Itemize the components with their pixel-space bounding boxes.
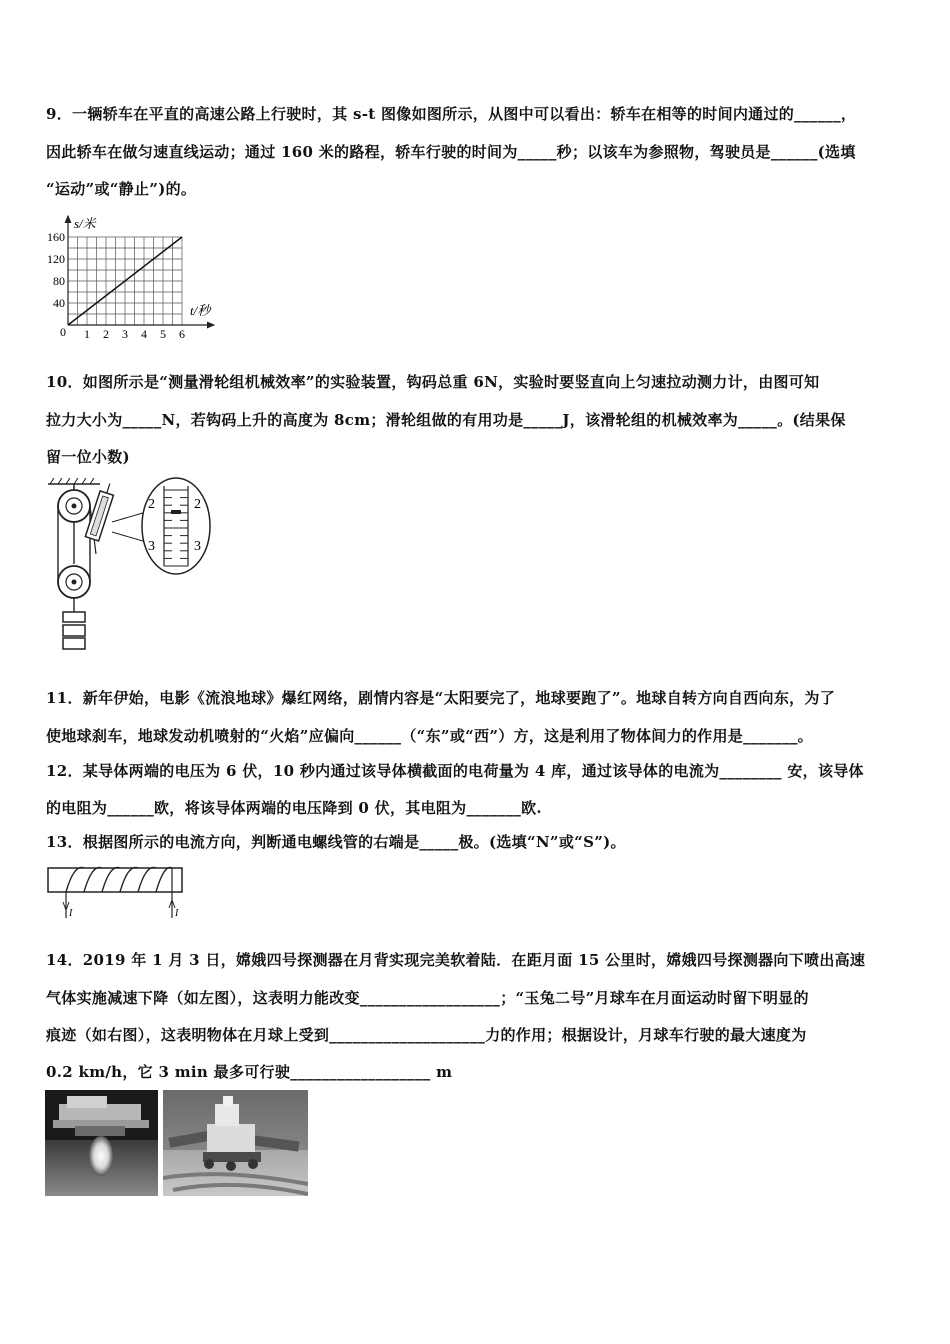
x-tick-label: 2 <box>103 327 109 341</box>
hook-weights <box>63 612 85 649</box>
x-axis-label: t/秒 <box>190 303 211 318</box>
q12-line-2: 的电阻为______欧，将该导体两端的电压降到 0 伏，其电阻为_______欧. <box>46 799 542 817</box>
q14-line-4: 0.2 km/h，它 3 min 最多可行驶__________________ m <box>46 1063 453 1081</box>
q14-line-2: 气体实施减速下降（如左图），这表明力能改变__________________；“玉兔二号”月球车在月面运动时留下明显的 <box>46 989 809 1007</box>
y-tick-label: 80 <box>53 274 65 288</box>
x-tick-label: 4 <box>141 327 147 341</box>
q12-line-1: 12．某导体两端的电压为 6 伏，10 秒内通过该导体横截面的电荷量为 4 库，通过该导体的电流为________ 安，该导体 <box>46 762 864 780</box>
y-axis-label: s/米 <box>74 216 96 231</box>
pulley-apparatus <box>40 474 220 654</box>
q9-line-1: 9．一辆轿车在平直的高速公路上行驶时，其 s-t 图像如图所示，从图中可以看出：轿车在相等的时间内通过的______， <box>46 105 857 123</box>
current-label-left: I <box>69 908 73 919</box>
movable-pulley <box>58 566 90 598</box>
x-tick-label: 5 <box>160 327 166 341</box>
q14-line-1: 14．2019 年 1 月 3 日，嫦娥四号探测器在月背实现完美软着陆．在距月面 15 公里时，嫦娥四号探测器向下喷出高速 <box>46 951 866 969</box>
scale-reading-bottom-left: 3 <box>148 539 155 554</box>
st-graph <box>40 212 220 344</box>
scale-magnifier <box>142 478 210 574</box>
y-tick-label: 40 <box>53 296 65 310</box>
y-tick-label: 160 <box>47 230 65 244</box>
scale-reading-bottom-right: 3 <box>194 539 201 554</box>
y-tick-label: 120 <box>47 252 65 266</box>
x-tick-label: 6 <box>179 327 185 341</box>
q9-line-3: “运动”或“静止”)的。 <box>46 180 197 198</box>
origin-label: 0 <box>60 325 66 339</box>
q9-line-2: 因此轿车在做匀速直线运动；通过 160 米的路程，轿车行驶的时间为_____秒；以该车为参照物，驾驶员是______(选填 <box>46 143 856 161</box>
rover-tracks-photo <box>163 1090 308 1196</box>
q11-line-1: 11．新年伊始，电影《流浪地球》爆红网络，剧情内容是“太阳要完了，地球要跑了”。地球自转方向自西向东，为了 <box>46 689 836 707</box>
fixed-pulley <box>58 490 90 522</box>
q10-line-3: 留一位小数) <box>46 448 130 466</box>
x-tick-label: 3 <box>122 327 128 341</box>
q10-line-2: 拉力大小为_____N，若钩码上升的高度为 8cm；滑轮组做的有用功是_____J，该滑轮组的机械效率为_____。(结果保 <box>46 411 846 429</box>
x-tick-label: 1 <box>84 327 90 341</box>
q11-line-2: 使地球刹车，地球发动机喷射的“火焰”应偏向______（“东”或“西”）方，这是利用了物体间力的作用是_______。 <box>46 727 813 745</box>
q10-line-1: 10．如图所示是“测量滑轮组机械效率”的实验装置，钩码总重 6N，实验时要竖直向上匀速拉动测力计，由图可知 <box>46 373 820 391</box>
q14-line-3: 痕迹（如右图），这表明物体在月球上受到____________________力的作用；根据设计，月球车行驶的最大速度为 <box>46 1026 807 1044</box>
scale-reading-top-right: 2 <box>194 497 201 512</box>
solenoid-diagram <box>44 862 186 924</box>
scale-reading-top-left: 2 <box>148 497 155 512</box>
q13-line-1: 13．根据图所示的电流方向，判断通电螺线管的右端是_____极。(选填“N”或“S”)。 <box>46 833 626 851</box>
lander-descent-photo <box>45 1090 158 1196</box>
current-label-right: I <box>175 908 179 919</box>
